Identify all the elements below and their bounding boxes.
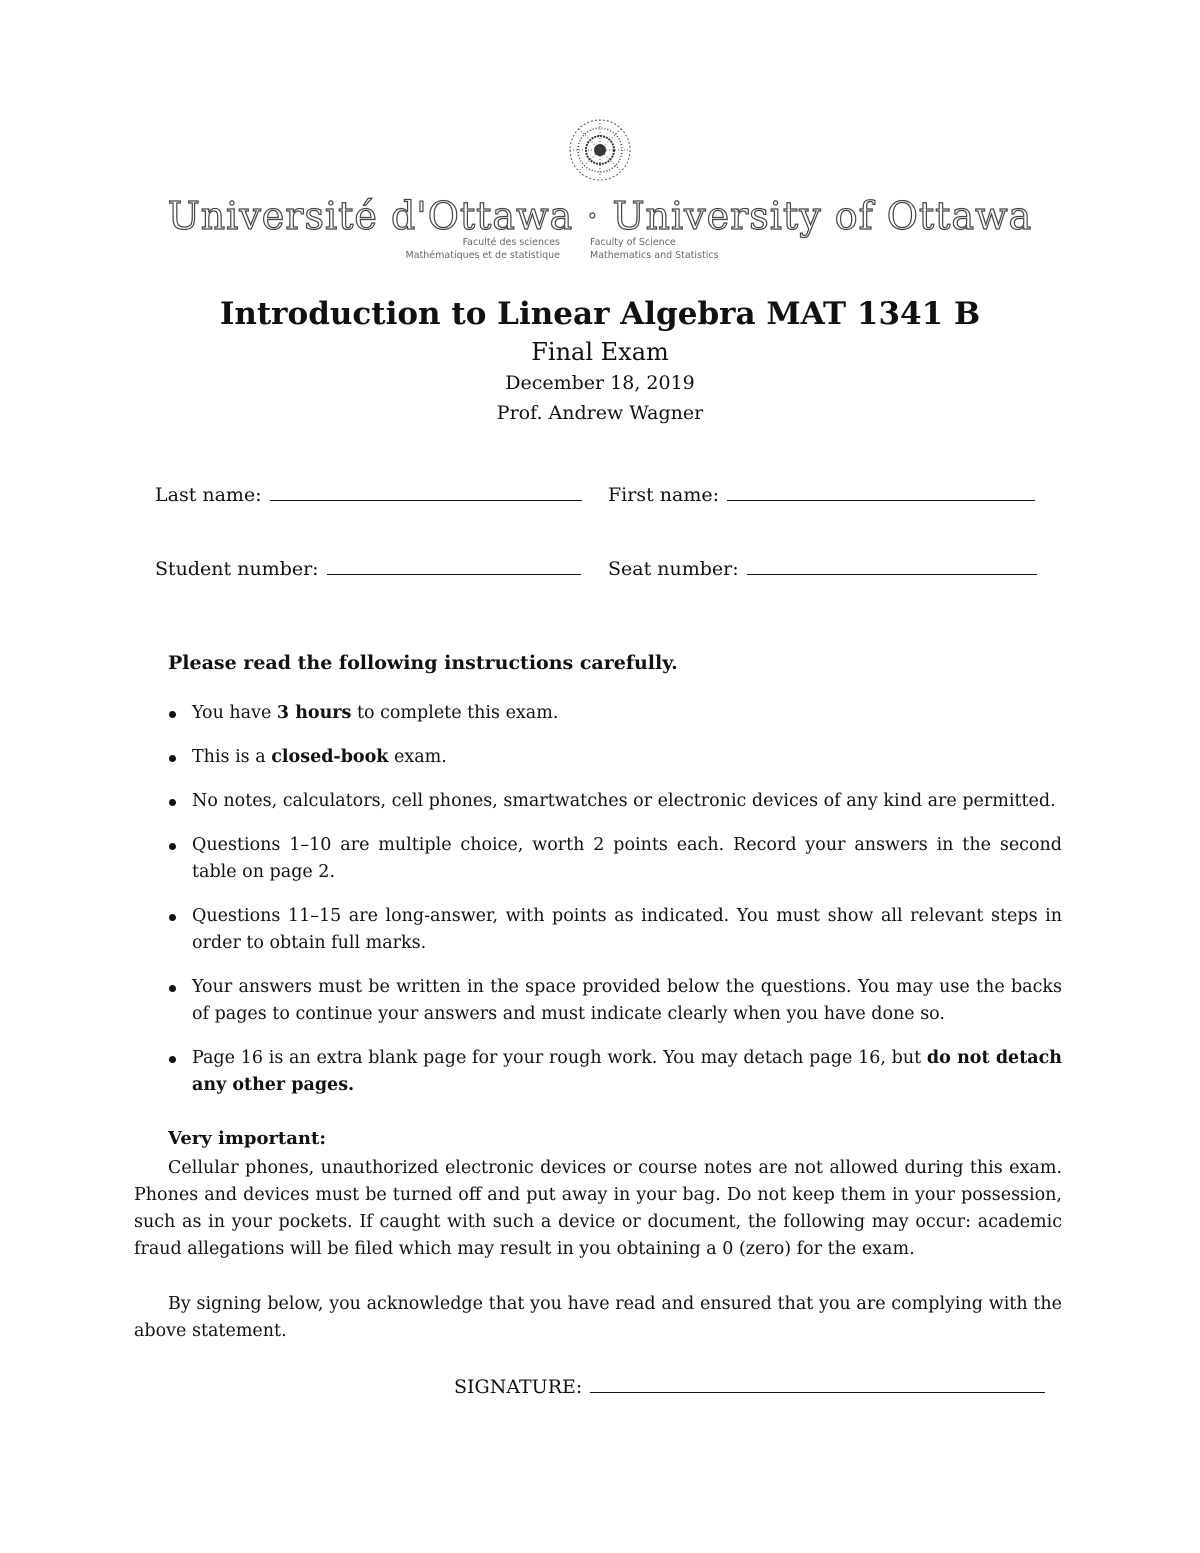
signature-line[interactable] <box>590 1391 1045 1393</box>
list-item: Your answers must be written in the space provided below the questions. You may use the backs of pages to continue your answers and must indicate clearly when you have done so. <box>166 974 1062 1028</box>
seat-number-field[interactable] <box>608 558 1037 580</box>
last-name-line[interactable] <box>270 499 582 501</box>
list-item: No notes, calculators, cell phones, smartwatches or electronic devices of any kind are permitted. <box>166 788 1062 815</box>
first-name-field[interactable] <box>608 484 1035 506</box>
list-item: This is a closed-book exam. <box>166 744 1062 771</box>
student-number-line[interactable] <box>327 573 581 575</box>
student-number-label: Student number: <box>155 558 319 580</box>
important-paragraph: Cellular phones, unauthorized electronic devices or course notes are not allowed during this exam. Phones and devices must be turned off and put away in your bag. Do not keep them in your possession, such as in your pockets. If caught with such a device or document, the following may occur: academic fraud allegations will be filed which may result in you obtaining a 0 (zero) for the exam. <box>134 1158 1062 1259</box>
student-number-field[interactable] <box>155 558 581 580</box>
first-name-label: First name: <box>608 484 719 506</box>
important-heading: Very important: <box>168 1128 326 1149</box>
signature-label: SIGNATURE: <box>454 1376 583 1398</box>
exam-professor: Prof. Andrew Wagner <box>496 402 704 424</box>
university-logo <box>0 110 1200 238</box>
list-item: Questions 1–10 are multiple choice, worth 2 points each. Record your answers in the second table on page 2. <box>166 832 1062 886</box>
list-item: Page 16 is an extra blank page for your rough work. You may detach page 16, but do not detach any other pages. <box>166 1045 1062 1099</box>
instructions-heading: Please read the following instructions carefully. <box>168 652 678 674</box>
university-crest-icon <box>552 110 648 190</box>
last-name-field[interactable] <box>155 484 582 506</box>
last-name-label: Last name: <box>155 484 262 506</box>
instructions-list <box>166 700 1062 1116</box>
first-name-line[interactable] <box>727 499 1035 501</box>
seat-number-label: Seat number: <box>608 558 739 580</box>
faculty-english: Faculty of Science Mathematics and Statistics <box>590 237 719 261</box>
exam-subtitle: Final Exam <box>531 338 669 366</box>
signature-field[interactable] <box>454 1376 1045 1398</box>
seat-number-line[interactable] <box>747 573 1037 575</box>
list-item: Questions 11–15 are long-answer, with points as indicated. You must show all relevant steps in order to obtain full marks. <box>166 903 1062 957</box>
acknowledgement-paragraph: By signing below, you acknowledge that you have read and ensured that you are complying with the above statement. <box>134 1294 1062 1341</box>
exam-title: Introduction to Linear Algebra MAT 1341 B <box>219 296 981 332</box>
faculty-french: Faculté des sciences Mathématiques et de statistique <box>405 237 560 261</box>
exam-date: December 18, 2019 <box>505 372 695 394</box>
list-item: You have 3 hours to complete this exam. <box>166 700 1062 727</box>
university-wordmark: Université d'Ottawa · University of Ottawa <box>167 194 1033 238</box>
